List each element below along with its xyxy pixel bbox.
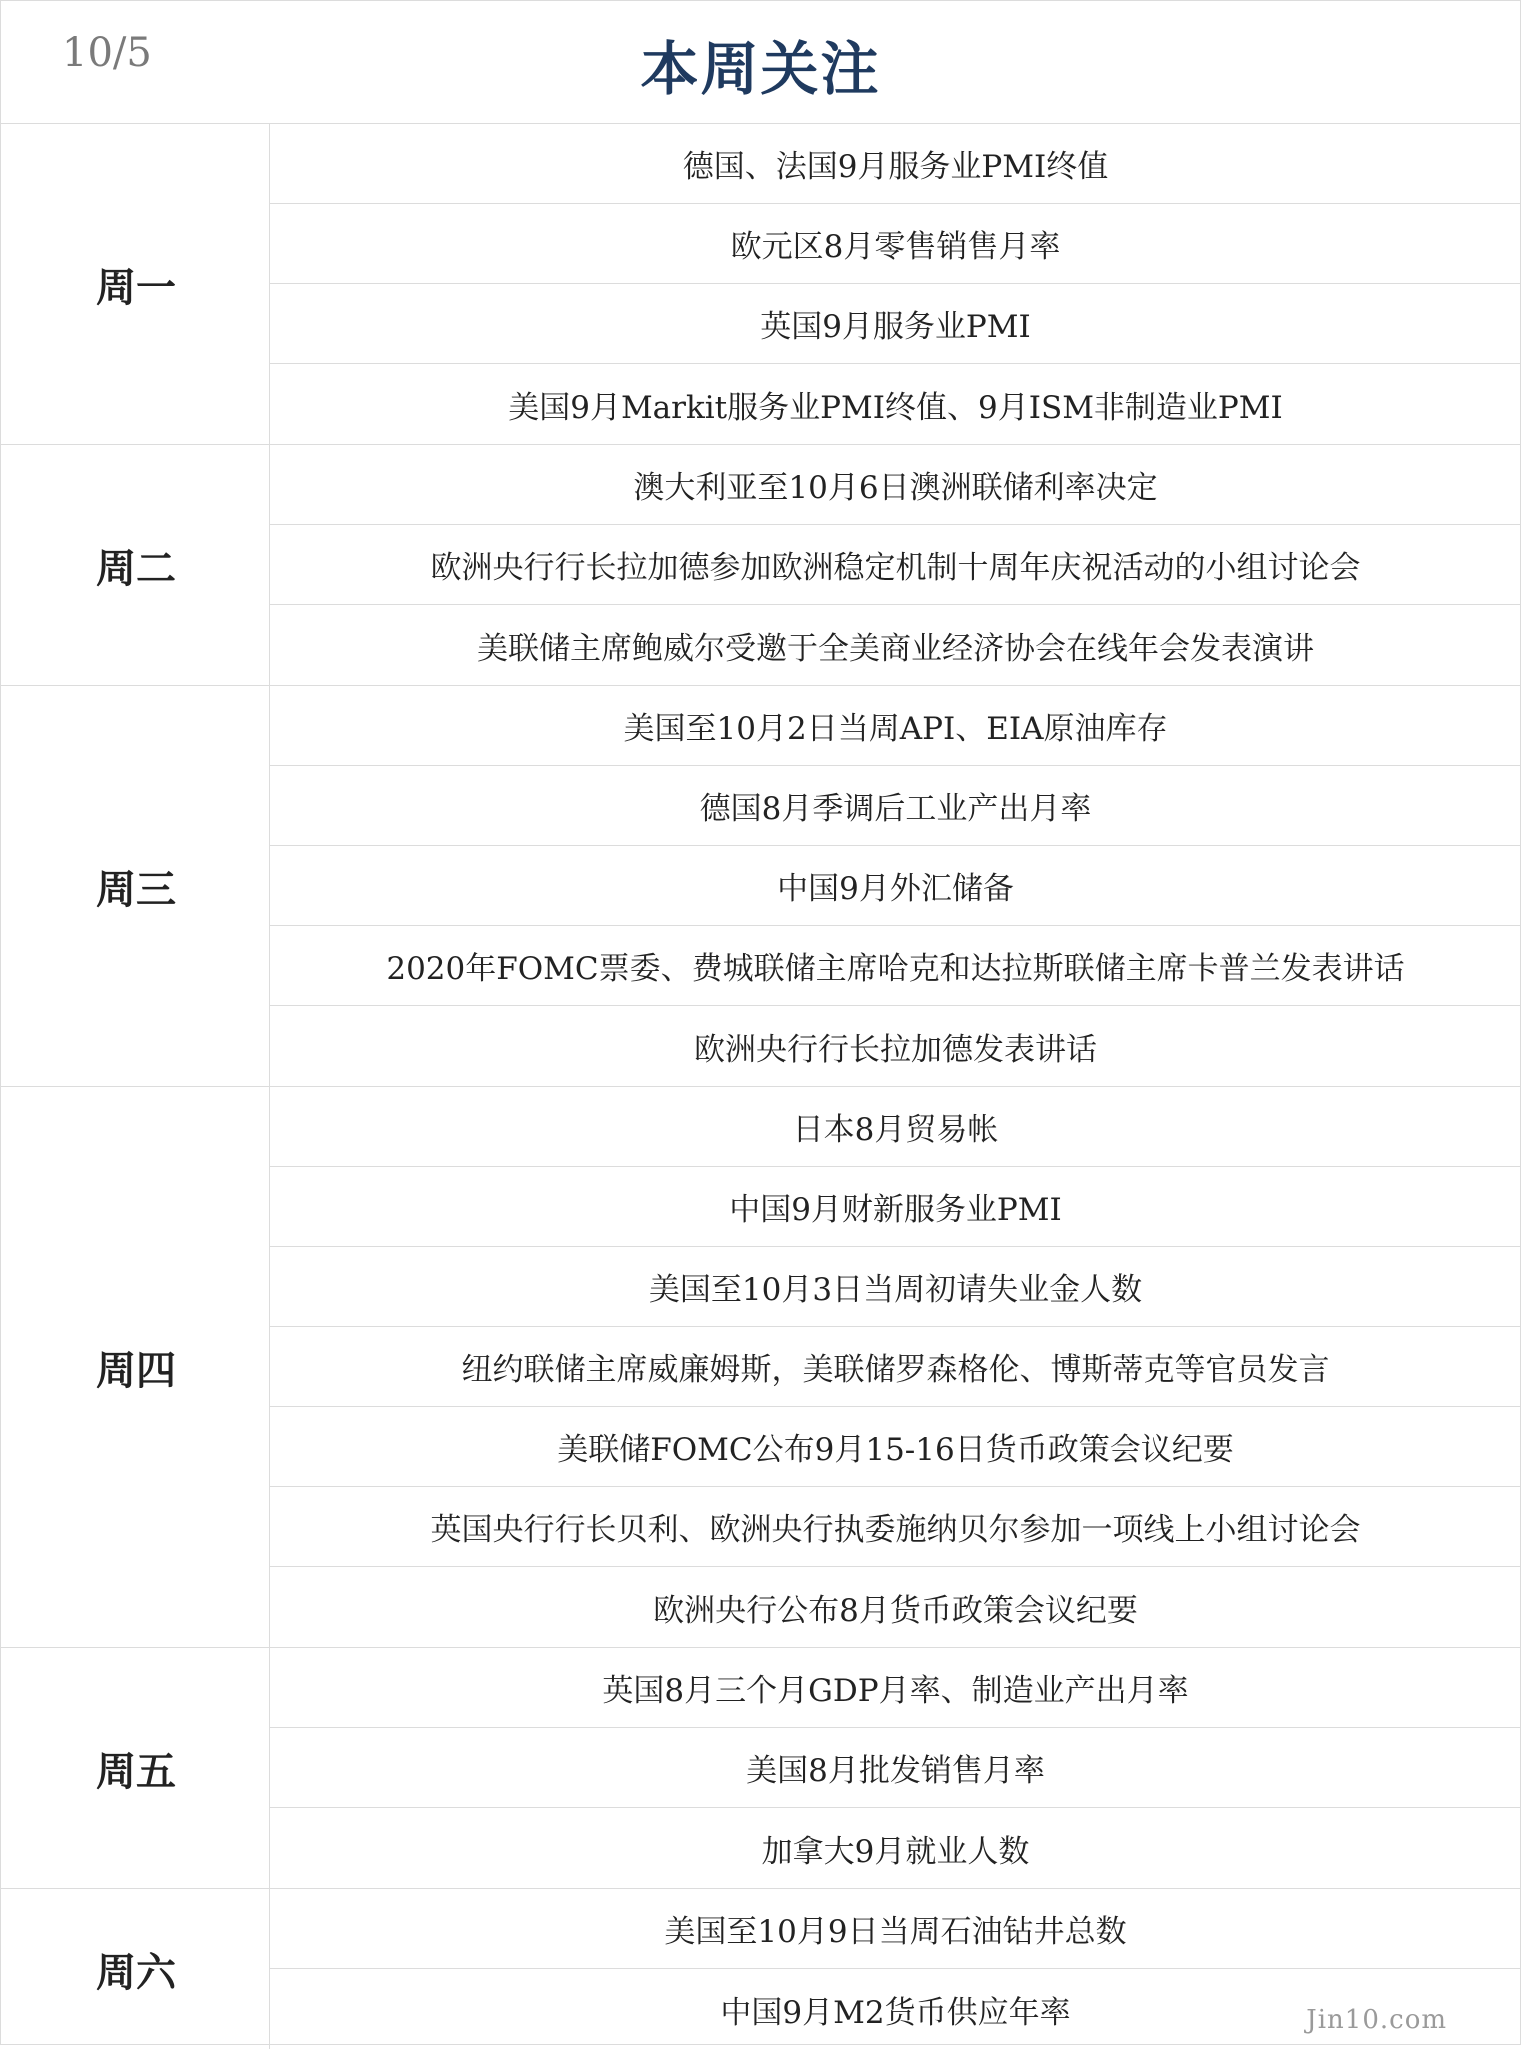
event-item: 美国9月Markit服务业PMI终值、9月ISM非制造业PMI [508, 389, 1283, 426]
event-item: 美国8月批发销售月率 [270, 1728, 1521, 1808]
watermark: Jin10.com [1306, 2005, 1447, 2035]
event-item: 欧洲央行行长拉加德参加欧洲稳定机制十周年庆祝活动的小组讨论会 [270, 525, 1521, 605]
event-list [270, 686, 1521, 1086]
event-item: 英国8月三个月GDP月率、制造业产出月率 [270, 1648, 1521, 1728]
event-item: 2020年FOMC票委、费城联储主席哈克和达拉斯联储主席卡普兰发表讲话 [270, 926, 1521, 1006]
event-item: 德国8月季调后工业产出月率 [270, 766, 1521, 846]
event-item: 美国至10月9日当周石油钻井总数 [270, 1889, 1521, 1969]
event-item: 英国央行行长贝利、欧洲央行执委施纳贝尔参加一项线上小组讨论会 [270, 1487, 1521, 1567]
day-row [0, 1087, 1521, 1648]
day-row [0, 1889, 1521, 2049]
event-item: 美联储主席鲍威尔受邀于全美商业经济协会在线年会发表演讲 [477, 630, 1314, 667]
page-title: 本周关注 [640, 35, 881, 103]
event-list [270, 1648, 1521, 1888]
day-row [0, 686, 1521, 1087]
day-row [0, 1648, 1521, 1889]
day-row [0, 124, 1521, 445]
day-row [0, 445, 1521, 686]
event-item: 澳大利亚至10月6日澳洲联储利率决定 [270, 445, 1521, 525]
event-item: 中国9月M2货币供应年率 [720, 1994, 1071, 2031]
day-label: 周四 [0, 1087, 270, 1647]
event-item: 加拿大9月就业人数 [761, 1833, 1030, 1870]
day-label: 周一 [0, 124, 270, 444]
event-item: 欧洲央行行长拉加德发表讲话 [694, 1031, 1097, 1068]
event-item: 中国9月外汇储备 [270, 846, 1521, 926]
event-item: 纽约联储主席威廉姆斯，美联储罗森格伦、博斯蒂克等官员发言 [270, 1327, 1521, 1407]
event-list [270, 124, 1521, 444]
day-label: 周三 [0, 686, 270, 1086]
event-list [270, 445, 1521, 685]
day-label: 周五 [0, 1648, 270, 1888]
event-item: 中国9月财新服务业PMI [270, 1167, 1521, 1247]
weekly-schedule-table [0, 124, 1521, 2049]
event-item: 德国、法国9月服务业PMI终值 [270, 124, 1521, 204]
event-item: 英国9月服务业PMI [270, 284, 1521, 364]
day-label: 周二 [0, 445, 270, 685]
day-label: 周六 [0, 1889, 270, 2049]
event-list [270, 1087, 1521, 1647]
event-item: 美联储FOMC公布9月15-16日货币政策会议纪要 [270, 1407, 1521, 1487]
event-item: 美国至10月3日当周初请失业金人数 [270, 1247, 1521, 1327]
header [0, 0, 1521, 124]
event-item: 美国至10月2日当周API、EIA原油库存 [270, 686, 1521, 766]
event-item: 欧洲央行公布8月货币政策会议纪要 [653, 1592, 1138, 1629]
event-item: 欧元区8月零售销售月率 [270, 204, 1521, 284]
event-item: 日本8月贸易帐 [270, 1087, 1521, 1167]
date-label: 10/5 [62, 30, 152, 76]
